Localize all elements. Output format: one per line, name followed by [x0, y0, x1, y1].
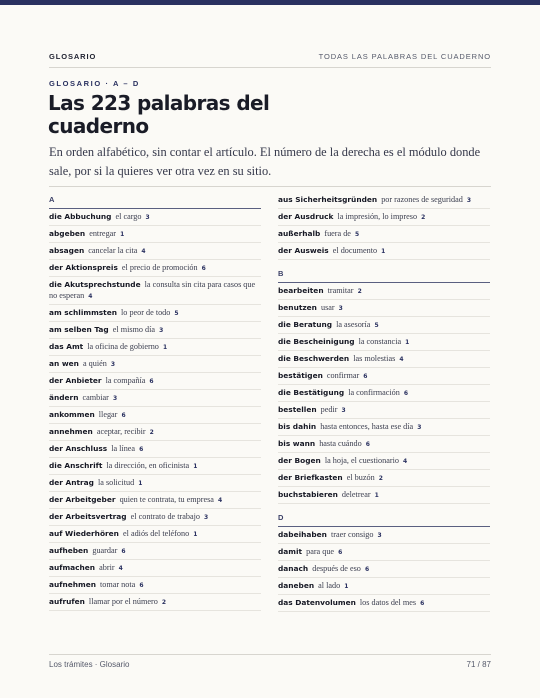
spanish-translation: llegar: [98, 410, 118, 419]
german-term: ändern: [49, 393, 79, 402]
spanish-translation: el documento: [332, 246, 378, 255]
module-number: 6: [121, 548, 126, 555]
german-term: am selben Tag: [49, 325, 109, 334]
german-term: das Datenvolumen: [278, 598, 356, 607]
spanish-translation: la consulta sin cita para casos que no esperan: [49, 280, 256, 300]
spanish-translation: la asesoría: [336, 320, 371, 329]
glossary-entry: [49, 305, 261, 322]
spanish-translation: a quién: [82, 359, 107, 368]
german-term: die Bescheinigung: [278, 337, 355, 346]
module-number: 1: [405, 339, 410, 346]
glossary-entry: [278, 544, 490, 561]
glossary-entry: [49, 509, 261, 526]
glossary-entry: [49, 390, 261, 407]
spanish-translation: usar: [320, 303, 335, 312]
spanish-translation: la solicitud: [98, 478, 135, 487]
spanish-translation: fuera de: [324, 229, 351, 238]
spanish-translation: el mismo día: [112, 325, 156, 334]
glossary-entry: [278, 595, 490, 612]
glossary-entry: [49, 475, 261, 492]
glossary-entry: [49, 356, 261, 373]
spanish-translation: entregar: [89, 229, 117, 238]
german-term: absagen: [49, 246, 85, 255]
german-term: ankommen: [49, 410, 95, 419]
module-number: 3: [110, 361, 116, 368]
glossary-entry: [278, 561, 490, 578]
module-number: 4: [118, 565, 123, 572]
module-number: 6: [338, 549, 343, 556]
glossary-entry: [278, 283, 490, 300]
german-term: der Ausdruck: [278, 212, 334, 221]
header-divider: [49, 67, 491, 68]
spanish-translation: el adiós del teléfono: [123, 529, 190, 538]
module-number: 4: [403, 458, 408, 465]
german-term: bestellen: [278, 405, 317, 414]
intro-divider: [49, 186, 491, 187]
module-number: 4: [88, 293, 93, 300]
module-number: 5: [374, 322, 379, 329]
glossary-entry: [49, 560, 261, 577]
glossary-entry: [278, 453, 490, 470]
glossary-entry: [49, 407, 261, 424]
glossary-entry: [278, 317, 490, 334]
glossary-entry: [49, 543, 261, 560]
spanish-translation: la confirmación: [348, 388, 400, 397]
page-title: Las 223 palabras del cuaderno: [48, 91, 270, 138]
letter-heading-a: A: [49, 192, 261, 209]
running-header: [49, 52, 491, 61]
german-term: aus Sicherheitsgründen: [278, 195, 378, 204]
german-term: benutzen: [278, 303, 317, 312]
german-term: außerhalb: [278, 229, 321, 238]
spanish-translation: aceptar, recibir: [96, 427, 146, 436]
module-number: 2: [378, 475, 383, 482]
spanish-translation: la constancia: [358, 337, 402, 346]
german-term: aufmachen: [49, 563, 96, 572]
german-term: die Beratung: [278, 320, 333, 329]
glossary-entry: [278, 243, 490, 260]
glossary-entry: [278, 487, 490, 504]
german-term: der Anschluss: [49, 444, 108, 453]
glossary-entry: [278, 470, 490, 487]
section-kicker: GLOSARIO · A – D: [49, 79, 140, 88]
german-term: an wen: [49, 359, 79, 368]
glossary-entry: [49, 209, 261, 226]
glossary-entry: [278, 192, 490, 209]
module-number: 4: [399, 356, 404, 363]
spanish-translation: traer consigo: [330, 530, 374, 539]
german-term: danach: [278, 564, 309, 573]
glossary-entry: [278, 527, 490, 544]
glossary-entry: [49, 260, 261, 277]
glossary-entry: [49, 577, 261, 594]
spanish-translation: el buzón: [346, 473, 375, 482]
german-term: die Anschrift: [49, 461, 103, 470]
german-term: aufheben: [49, 546, 89, 555]
page-number: 71 / 87: [466, 660, 491, 669]
module-number: 3: [417, 424, 422, 431]
german-term: auf Wiederhören: [49, 529, 119, 538]
glossary-entry: [278, 334, 490, 351]
glossary-entry: [278, 209, 490, 226]
header-section-label: GLOSARIO: [49, 52, 97, 61]
module-number: 6: [139, 582, 144, 589]
module-number: 1: [344, 583, 349, 590]
german-term: am schlimmsten: [49, 308, 117, 317]
glossary-entry: [49, 322, 261, 339]
spanish-translation: el precio de promoción: [121, 263, 198, 272]
german-term: der Ausweis: [278, 246, 329, 255]
module-number: 1: [162, 344, 168, 351]
german-term: der Briefkasten: [278, 473, 343, 482]
spanish-translation: la hoja, el cuestionario: [324, 456, 399, 465]
spanish-translation: la dirección, en oficinista: [106, 461, 190, 470]
spanish-translation: la impresión, lo impreso: [337, 212, 418, 221]
glossary-entry: [49, 277, 261, 305]
spanish-translation: la oficina de gobierno: [87, 342, 159, 351]
spanish-translation: cambiar: [82, 393, 109, 402]
module-number: 6: [121, 412, 126, 419]
spanish-translation: el cargo: [115, 212, 142, 221]
spanish-translation: quien te contrata, tu empresa: [119, 495, 214, 504]
german-term: aufnehmen: [49, 580, 96, 589]
letter-heading-d: D: [278, 510, 490, 527]
glossary-entry: [49, 458, 261, 475]
glossary-entry: [278, 419, 490, 436]
module-number: 6: [403, 390, 409, 397]
module-number: 6: [201, 265, 206, 272]
spanish-translation: para que: [306, 547, 335, 556]
module-number: 1: [193, 531, 198, 538]
glossary-entry: [49, 526, 261, 543]
spanish-translation: confirmar: [326, 371, 360, 380]
module-number: 3: [112, 395, 118, 402]
module-number: 6: [364, 566, 370, 573]
german-term: der Arbeitsvertrag: [49, 512, 127, 521]
module-number: 6: [420, 600, 425, 607]
spanish-translation: por razones de seguridad: [381, 195, 463, 204]
module-number: 1: [374, 492, 379, 499]
glossary-entry: [278, 368, 490, 385]
module-number: 2: [357, 288, 362, 295]
module-number: 1: [381, 248, 386, 255]
module-number: 1: [193, 463, 198, 470]
module-number: 2: [149, 429, 154, 436]
spanish-translation: cancelar la cita: [88, 246, 138, 255]
spanish-translation: las molestias: [353, 354, 396, 363]
glossary-entry: [49, 594, 261, 611]
spanish-translation: hasta entonces, hasta ese día: [320, 422, 414, 431]
german-term: bis wann: [278, 439, 316, 448]
german-term: das Amt: [49, 342, 84, 351]
spanish-translation: la compañía: [105, 376, 146, 385]
module-number: 6: [149, 378, 154, 385]
module-number: 3: [204, 514, 209, 521]
page-footer: [49, 660, 491, 669]
german-term: der Arbeitgeber: [49, 495, 116, 504]
glossary-entry: [278, 402, 490, 419]
glossary-entry: [278, 436, 490, 453]
glossary-entry: [49, 492, 261, 509]
module-number: 2: [421, 214, 426, 221]
spanish-translation: lo peor de todo: [121, 308, 171, 317]
german-term: bearbeiten: [278, 286, 324, 295]
module-number: 3: [341, 407, 346, 414]
german-term: die Abbuchung: [49, 212, 112, 221]
german-term: die Akutsprechstunde: [49, 280, 141, 289]
spanish-translation: pedir: [320, 405, 338, 414]
module-number: 3: [338, 305, 343, 312]
glossary-column-right: [278, 192, 490, 612]
module-number: 2: [161, 599, 167, 606]
module-number: 3: [377, 532, 382, 539]
glossary-entry: [49, 243, 261, 260]
module-number: 6: [365, 441, 370, 448]
module-number: 3: [466, 197, 472, 204]
spanish-translation: llamar por el número: [88, 597, 158, 606]
german-term: dabeihaben: [278, 530, 327, 539]
module-number: 5: [174, 310, 179, 317]
letter-heading-b: B: [278, 266, 490, 283]
spanish-translation: después de eso: [312, 564, 361, 573]
german-term: annehmen: [49, 427, 93, 436]
spanish-translation: la línea: [111, 444, 136, 453]
spanish-translation: al lado: [318, 581, 341, 590]
german-term: der Bogen: [278, 456, 321, 465]
german-term: aufrufen: [49, 597, 85, 606]
german-term: damit: [278, 547, 303, 556]
module-number: 3: [159, 327, 164, 334]
module-number: 1: [120, 231, 125, 238]
spanish-translation: tramitar: [327, 286, 354, 295]
spanish-translation: abrir: [99, 563, 115, 572]
module-number: 6: [139, 446, 144, 453]
german-term: die Bestätigung: [278, 388, 345, 397]
german-term: der Antrag: [49, 478, 94, 487]
glossary-entry: [278, 385, 490, 402]
footer-book-title: Los trámites · Glosario: [49, 660, 130, 669]
spanish-translation: deletrear: [341, 490, 371, 499]
module-number: 6: [363, 373, 368, 380]
german-term: daneben: [278, 581, 315, 590]
spanish-translation: el contrato de trabajo: [130, 512, 200, 521]
footer-divider: [49, 654, 491, 655]
german-term: bestätigen: [278, 371, 323, 380]
glossary-entry: [49, 226, 261, 243]
top-accent-bar: [0, 0, 540, 5]
glossary-entry: [49, 424, 261, 441]
spanish-translation: los datos del mes: [359, 598, 417, 607]
glossary-column-left: [49, 192, 261, 611]
module-number: 3: [145, 214, 150, 221]
german-term: der Anbieter: [49, 376, 102, 385]
module-number: 5: [354, 231, 360, 238]
glossary-entry: [278, 300, 490, 317]
german-term: der Aktionspreis: [49, 263, 118, 272]
glossary-entry: [278, 578, 490, 595]
german-term: die Beschwerden: [278, 354, 350, 363]
module-number: 4: [217, 497, 223, 504]
spanish-translation: hasta cuándo: [319, 439, 362, 448]
module-number: 4: [141, 248, 146, 255]
glossary-entry: [278, 351, 490, 368]
german-term: buchstabieren: [278, 490, 338, 499]
glossary-entry: [49, 339, 261, 356]
module-number: 1: [138, 480, 143, 487]
german-term: abgeben: [49, 229, 86, 238]
header-book-label: TODAS LAS PALABRAS DEL CUADERNO: [318, 52, 491, 61]
spanish-translation: tomar nota: [100, 580, 136, 589]
glossary-entry: [49, 373, 261, 390]
german-term: bis dahin: [278, 422, 317, 431]
intro-paragraph: En orden alfabético, sin contar el artículo. El número de la derecha es el módulo donde sale, por si la quieres ver otra vez en su sitio.: [49, 145, 481, 178]
spanish-translation: guardar: [92, 546, 118, 555]
glossary-entry: [278, 226, 490, 243]
glossary-entry: [49, 441, 261, 458]
